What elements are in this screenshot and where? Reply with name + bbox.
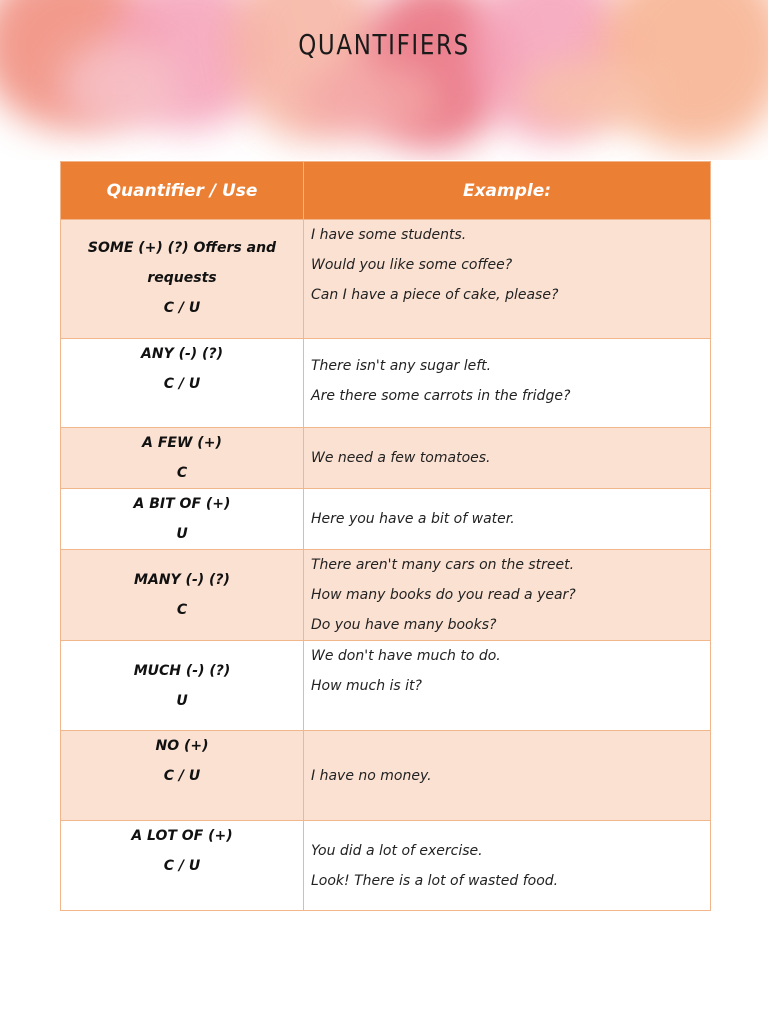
table-row bbox=[61, 339, 711, 428]
table-row bbox=[61, 731, 711, 821]
table-row bbox=[61, 489, 711, 550]
example-cell: There aren't many cars on the street. How many books do you read a year? Do you have many books? bbox=[304, 550, 711, 641]
example-cell: Here you have a bit of water. bbox=[304, 489, 711, 550]
table-row bbox=[61, 220, 711, 339]
example-cell: You did a lot of exercise. Look! There is a lot of wasted food. bbox=[304, 821, 711, 911]
table-row bbox=[61, 550, 711, 641]
quantifier-cell: A FEW (+) C bbox=[61, 428, 304, 489]
example-cell: We don't have much to do. How much is it? bbox=[304, 641, 711, 731]
quantifier-cell: A BIT OF (+) U bbox=[61, 489, 304, 550]
header-example: Example: bbox=[304, 162, 711, 220]
watercolor-banner bbox=[0, 0, 768, 160]
quantifiers-table bbox=[60, 161, 711, 911]
header-quantifier: Quantifier / Use bbox=[61, 162, 304, 220]
table-row bbox=[61, 641, 711, 731]
quantifier-cell: SOME (+) (?) Offers and requests C / U bbox=[61, 220, 304, 339]
example-cell: There isn't any sugar left. Are there some carrots in the fridge? bbox=[304, 339, 711, 428]
table-header-row bbox=[61, 162, 711, 220]
table-row bbox=[61, 428, 711, 489]
table-row bbox=[61, 821, 711, 911]
quantifier-cell: MANY (-) (?) C bbox=[61, 550, 304, 641]
example-cell: We need a few tomatoes. bbox=[304, 428, 711, 489]
page-title: QUANTIFIERS bbox=[298, 28, 470, 61]
quantifier-cell: A LOT OF (+) C / U bbox=[61, 821, 304, 911]
quantifier-cell: ANY (-) (?) C / U bbox=[61, 339, 304, 428]
quantifier-cell: MUCH (-) (?) U bbox=[61, 641, 304, 731]
example-cell: I have some students. Would you like some coffee? Can I have a piece of cake, please? bbox=[304, 220, 711, 339]
example-cell: I have no money. bbox=[304, 731, 711, 821]
quantifier-cell: NO (+) C / U bbox=[61, 731, 304, 821]
